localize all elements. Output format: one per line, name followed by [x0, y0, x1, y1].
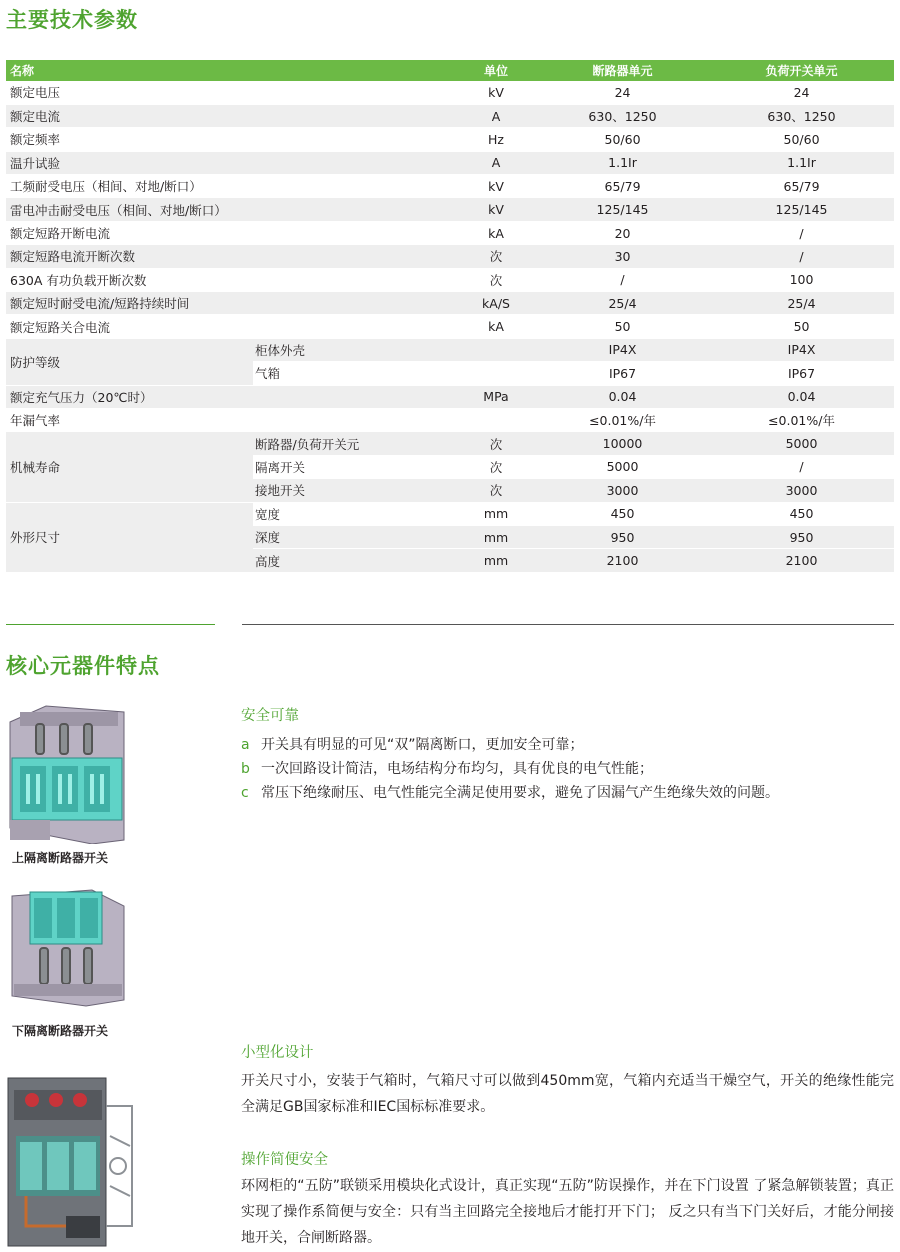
table-row	[6, 408, 894, 431]
row-ls: 3000	[709, 479, 894, 502]
row-name: 工频耐受电压（相间、对地/断口）	[6, 175, 456, 198]
divider-green	[6, 624, 215, 625]
row-unit: kV	[456, 198, 536, 221]
row-cb: 10000	[536, 432, 709, 455]
row-ls: 630、1250	[709, 104, 894, 127]
row-ls: 125/145	[709, 198, 894, 221]
table-row	[6, 292, 894, 315]
feature-safe-item	[241, 733, 584, 757]
cabinet-assembly-illustration	[6, 1076, 136, 1248]
row-ls: 5000	[709, 432, 894, 455]
row-name: 额定电压	[6, 81, 456, 104]
row-sub: 隔离开关	[253, 455, 456, 478]
row-cb: 30	[536, 245, 709, 268]
table-header-row	[6, 60, 894, 81]
row-cb: 50/60	[536, 128, 709, 151]
row-name: 额定短路开断电流	[6, 221, 456, 244]
feature-operate-title: 操作简便安全	[241, 1152, 328, 1168]
row-ls: 25/4	[709, 292, 894, 315]
row-cb: 24	[536, 81, 709, 104]
row-cb: 5000	[536, 455, 709, 478]
row-name: 年漏气率	[6, 408, 456, 431]
row-ls: 2100	[709, 549, 894, 572]
row-ls: 450	[709, 502, 894, 525]
table-row	[6, 175, 894, 198]
row-ls: /	[709, 245, 894, 268]
row-unit: 次	[456, 245, 536, 268]
row-cb: 20	[536, 221, 709, 244]
row-unit: kV	[456, 175, 536, 198]
row-ls: IP67	[709, 362, 894, 385]
feature-safe-item	[241, 781, 779, 805]
row-cb: /	[536, 268, 709, 291]
row-ls: 100	[709, 268, 894, 291]
row-unit	[456, 338, 536, 361]
header-ls: 负荷开关单元	[709, 60, 894, 81]
section-title-core: 核心元器件特点	[6, 654, 160, 678]
table-row	[6, 151, 894, 174]
row-ls: 1.1Ir	[709, 151, 894, 174]
table-row	[6, 81, 894, 104]
row-sub: 断路器/负荷开关元	[253, 432, 456, 455]
row-ls: 950	[709, 525, 894, 548]
row-ls: /	[709, 221, 894, 244]
row-unit	[456, 362, 536, 385]
table-row	[6, 104, 894, 127]
table-row	[6, 502, 894, 525]
row-unit: kA	[456, 315, 536, 338]
row-unit: MPa	[456, 385, 536, 408]
row-name: 机械寿命	[6, 432, 253, 502]
row-name: 外形尺寸	[6, 502, 253, 572]
row-name: 额定频率	[6, 128, 456, 151]
item-key: c	[241, 785, 249, 801]
row-cb: 50	[536, 315, 709, 338]
row-name: 额定充气压力（20℃时）	[6, 385, 456, 408]
cabinet-assembly-image	[6, 1076, 136, 1248]
item-text: 一次回路设计简洁，电场结构分布均匀，具有优良的电气性能；	[261, 761, 653, 777]
row-cb: 65/79	[536, 175, 709, 198]
row-cb: 25/4	[536, 292, 709, 315]
lower-breaker-image	[6, 886, 128, 1008]
row-ls: IP4X	[709, 338, 894, 361]
row-cb: 0.04	[536, 385, 709, 408]
row-ls: /	[709, 455, 894, 478]
header-name: 名称	[6, 60, 456, 81]
row-unit: mm	[456, 525, 536, 548]
row-name: 温升试验	[6, 151, 456, 174]
table-row	[6, 268, 894, 291]
row-cb: IP67	[536, 362, 709, 385]
row-sub: 柜体外壳	[253, 338, 456, 361]
table-row	[6, 128, 894, 151]
row-unit: kV	[456, 81, 536, 104]
row-unit: mm	[456, 502, 536, 525]
row-ls: ≤0.01%/年	[709, 408, 894, 431]
row-cb: IP4X	[536, 338, 709, 361]
upper-breaker-image	[6, 702, 128, 844]
row-name: 630A 有功负载开断次数	[6, 268, 456, 291]
feature-compact-text: 开关尺寸小，安装于气箱时，气箱尺寸可以做到450mm宽，气箱内充适当干燥空气，开关的绝缘性能完全满足GB国家标准和IEC国标标准要求。	[241, 1073, 894, 1115]
item-text: 开关具有明显的可见“双”隔离断口，更加安全可靠；	[261, 737, 584, 753]
row-name: 额定短路电流开断次数	[6, 245, 456, 268]
table-row	[6, 245, 894, 268]
feature-safe-item	[241, 757, 653, 781]
table-row	[6, 221, 894, 244]
row-sub: 高度	[253, 549, 456, 572]
row-sub: 接地开关	[253, 479, 456, 502]
table-row	[6, 338, 894, 361]
row-sub: 气箱	[253, 362, 456, 385]
section-title-params: 主要技术参数	[6, 8, 138, 32]
row-ls: 24	[709, 81, 894, 104]
row-cb: 3000	[536, 479, 709, 502]
row-cb: 950	[536, 525, 709, 548]
row-unit: kA	[456, 221, 536, 244]
row-ls: 0.04	[709, 385, 894, 408]
feature-operate-text: 环网柜的“五防”联锁采用模块化式设计，真正实现“五防”防误操作，并在下门设置 了紧急解锁装置；真正实现了操作系简便与安全：只有当主回路完全接地后才能打开下门； 反之只有当下门关好后，才能分闸接地开关，合闸断路器。	[241, 1178, 894, 1246]
row-cb: 630、1250	[536, 104, 709, 127]
table-row	[6, 385, 894, 408]
row-unit: mm	[456, 549, 536, 572]
table-row	[6, 198, 894, 221]
table-row	[6, 315, 894, 338]
row-unit: A	[456, 104, 536, 127]
row-name: 防护等级	[6, 338, 253, 385]
header-cb: 断路器单元	[536, 60, 709, 81]
feature-safe-title: 安全可靠	[241, 708, 299, 724]
row-cb: 450	[536, 502, 709, 525]
row-unit: 次	[456, 268, 536, 291]
row-cb: ≤0.01%/年	[536, 408, 709, 431]
row-sub: 宽度	[253, 502, 456, 525]
row-unit	[456, 408, 536, 431]
row-cb: 1.1Ir	[536, 151, 709, 174]
table-row	[6, 432, 894, 455]
row-unit: A	[456, 151, 536, 174]
item-key: b	[241, 761, 250, 777]
row-ls: 50/60	[709, 128, 894, 151]
row-sub: 深度	[253, 525, 456, 548]
row-unit: 次	[456, 432, 536, 455]
row-name: 额定短路关合电流	[6, 315, 456, 338]
row-cb: 2100	[536, 549, 709, 572]
row-name: 雷电冲击耐受电压（相间、对地/断口）	[6, 198, 456, 221]
feature-compact-title: 小型化设计	[241, 1045, 314, 1061]
row-ls: 50	[709, 315, 894, 338]
lower-breaker-caption: 下隔离断路器开关	[12, 1024, 109, 1038]
row-name: 额定短时耐受电流/短路持续时间	[6, 292, 456, 315]
lower-breaker-illustration	[6, 886, 128, 1008]
upper-breaker-caption: 上隔离断路器开关	[12, 851, 109, 865]
row-ls: 65/79	[709, 175, 894, 198]
upper-breaker-illustration	[6, 702, 128, 844]
header-unit: 单位	[456, 60, 536, 81]
row-unit: kA/S	[456, 292, 536, 315]
spec-table	[6, 60, 894, 573]
row-unit: 次	[456, 455, 536, 478]
item-key: a	[241, 737, 250, 753]
row-unit: Hz	[456, 128, 536, 151]
divider-gray	[242, 624, 894, 625]
row-unit: 次	[456, 479, 536, 502]
row-name: 额定电流	[6, 104, 456, 127]
row-cb: 125/145	[536, 198, 709, 221]
item-text: 常压下绝缘耐压、电气性能完全满足使用要求，避免了因漏气产生绝缘失效的问题。	[261, 785, 779, 801]
